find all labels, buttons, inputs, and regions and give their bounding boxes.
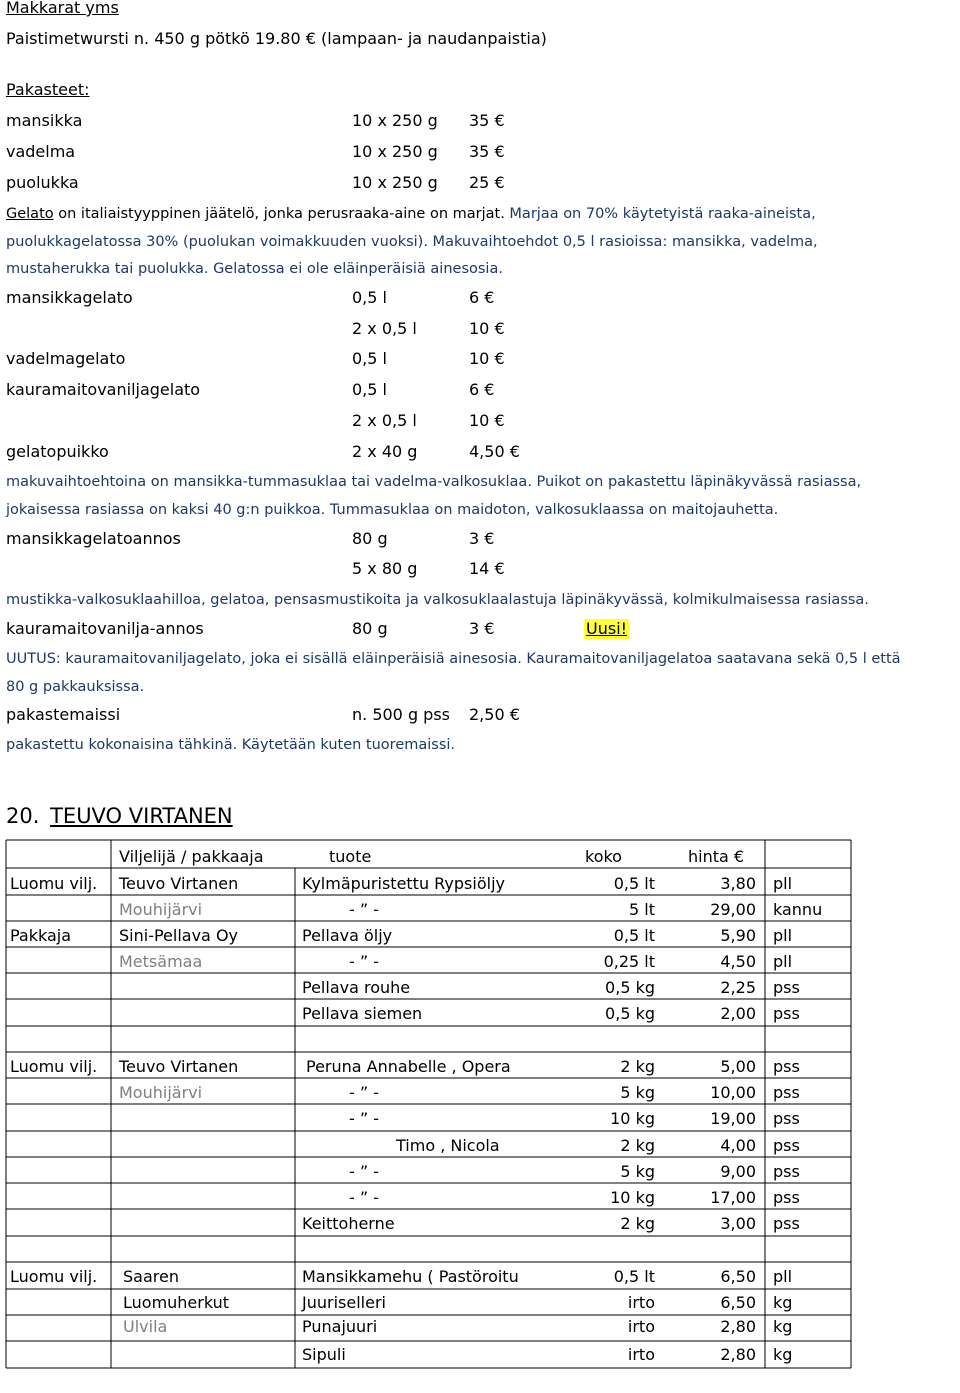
kaura-annos-size: 80 g: [352, 619, 388, 638]
table-cell-size: 0,5 lt: [613, 874, 655, 893]
header-grower: Viljelijä / pakkaaja: [119, 847, 264, 866]
list-item-size: 10 x 250 g: [352, 142, 438, 161]
table-cell-product: Punajuuri: [302, 1317, 378, 1336]
table-cell-product: Pellava öljy: [302, 926, 393, 945]
table-cell-unit: pll: [773, 926, 793, 945]
table-cell-size: irto: [627, 1345, 655, 1364]
table-cell-product: Juuriselleri: [302, 1293, 386, 1312]
table-cell-price: 10,00: [710, 1083, 756, 1102]
list-item-size: 10 x 250 g: [352, 173, 438, 192]
table-cell-price: 9,00: [720, 1162, 756, 1181]
table-cell-product: - ” -: [349, 1188, 380, 1207]
list-item-price: 6 €: [469, 288, 495, 307]
table-cell-product: Peruna Annabelle , Opera: [306, 1057, 511, 1076]
pakasteet-heading: Pakasteet:: [6, 80, 90, 99]
list-item-price: 35 €: [469, 111, 505, 130]
table-cell-size: 10 kg: [610, 1188, 655, 1207]
table-cell-size: 0,25 lt: [603, 952, 655, 971]
pakastemaissi-size: n. 500 g pss: [352, 705, 451, 724]
table-cell-grower: Sini-Pellava Oy: [119, 926, 238, 945]
gelato-percent-text: Marjaa on 70% käytetyistä raaka-aineista,: [504, 206, 816, 222]
table-cell-grower: Mouhijärvi: [119, 900, 203, 919]
table-cell-grower: Metsämaa: [119, 952, 203, 971]
table-cell-type: Luomu vilj.: [10, 1267, 98, 1286]
puikko-description-line-1: makuvaihtoehtoina on mansikka-tummasuklaa tai vadelma-valkosuklaa. Puikot on pakastettu läpinäkyvässä rasiassa,: [6, 474, 862, 490]
table-cell-unit: pll: [773, 874, 793, 893]
header-size: koko: [585, 847, 622, 866]
table-cell-unit: pss: [773, 1057, 800, 1076]
list-item-price: 35 €: [469, 142, 505, 161]
table-cell-price: 6,50: [720, 1267, 756, 1286]
table-cell-grower: Mouhijärvi: [119, 1083, 203, 1102]
table-cell-unit: pss: [773, 1136, 800, 1155]
table-cell-size: 2 kg: [620, 1214, 655, 1233]
table-cell-size: 2 kg: [620, 1057, 655, 1076]
table-cell-price: 29,00: [710, 900, 756, 919]
list-item-price: 6 €: [469, 380, 495, 399]
list-item-price: 25 €: [469, 173, 505, 192]
table-cell-size: 5 kg: [620, 1083, 655, 1102]
table-cell-grower: Saaren: [123, 1267, 179, 1286]
table-cell-unit: pss: [773, 1083, 800, 1102]
pakastemaissi-name: pakastemaissi: [6, 705, 121, 724]
table-cell-price: 2,80: [720, 1317, 756, 1336]
table-cell-price: 2,80: [720, 1345, 756, 1364]
new-badge: Uusi!: [586, 619, 628, 638]
table-cell-price: 3,80: [720, 874, 756, 893]
kaura-annos-name: kauramaitovanilja-annos: [6, 619, 204, 638]
table-cell-price: 2,00: [720, 1004, 756, 1023]
table-cell-product: - ” -: [349, 1109, 380, 1128]
table-cell-size: 10 kg: [610, 1109, 655, 1128]
table-cell-price: 19,00: [710, 1109, 756, 1128]
table-cell-unit: kg: [773, 1345, 793, 1364]
table-cell-unit: pss: [773, 978, 800, 997]
table-cell-size: 5 lt: [629, 900, 655, 919]
gelato-intro: on italiaistyyppinen jäätelö, jonka perusraaka-aine on marjat.: [53, 206, 505, 222]
table-cell-grower: Ulvila: [123, 1317, 168, 1336]
table-cell-grower: Luomuherkut: [123, 1293, 230, 1312]
list-item-name: mansikkagelatoannos: [6, 529, 181, 548]
table-cell-price: 6,50: [720, 1293, 756, 1312]
list-item-size: 0,5 l: [352, 349, 387, 368]
maissi-description: pakastettu kokonaisina tähkinä. Käytetään kuten tuoremaissi.: [6, 737, 456, 753]
table-cell-product: - ” -: [349, 952, 380, 971]
list-item-size: 0,5 l: [352, 288, 387, 307]
uutus-description-line-2: 80 g pakkauksissa.: [6, 679, 145, 695]
list-item-name: kauramaitovaniljagelato: [6, 380, 201, 399]
list-item-size: 5 x 80 g: [352, 559, 418, 578]
gelato-link[interactable]: Gelato: [6, 206, 54, 222]
vendor-number: 20.: [6, 804, 40, 828]
list-item-size: 10 x 250 g: [352, 111, 438, 130]
list-item-price: 3 €: [469, 529, 495, 548]
table-cell-type: Luomu vilj.: [10, 874, 98, 893]
table-cell-price: 3,00: [720, 1214, 756, 1233]
annos-description: mustikka-valkosuklaahilloa, gelatoa, pensasmustikoita ja valkosuklaalastuja läpinäkyvässä, kolmikulmaisessa rasiassa.: [6, 592, 869, 608]
list-item-price: 4,50 €: [469, 442, 520, 461]
paistimetwursti-line: Paistimetwursti n. 450 g pötkö 19.80 € (lampaan- ja naudanpaistia): [6, 29, 547, 48]
kaura-annos-price: 3 €: [469, 619, 495, 638]
table-cell-product: Timo , Nicola: [396, 1136, 500, 1155]
table-cell-size: 2 kg: [620, 1136, 655, 1155]
table-cell-product: Kylmäpuristettu Rypsiöljy: [302, 874, 505, 893]
table-cell-unit: pss: [773, 1004, 800, 1023]
table-cell-product: Pellava siemen: [302, 1004, 423, 1023]
table-cell-product: Sipuli: [302, 1345, 346, 1364]
table-cell-unit: kg: [773, 1317, 793, 1336]
list-item-name: vadelmagelato: [6, 349, 126, 368]
pakastemaissi-price: 2,50 €: [469, 705, 520, 724]
table-cell-product: - ” -: [349, 1083, 380, 1102]
table-cell-unit: pll: [773, 1267, 793, 1286]
table-cell-unit: pss: [773, 1214, 800, 1233]
list-item-size: 2 x 40 g: [352, 442, 418, 461]
list-item-size: 0,5 l: [352, 380, 387, 399]
table-cell-size: 0,5 lt: [613, 1267, 655, 1286]
table-cell-price: 5,00: [720, 1057, 756, 1076]
list-item-name: vadelma: [6, 142, 76, 161]
table-cell-price: 17,00: [710, 1188, 756, 1207]
gelato-description-line-3: mustaherukka tai puolukka. Gelatossa ei ole eläinperäisiä ainesosia.: [6, 261, 503, 277]
table-cell-product: - ” -: [349, 900, 380, 919]
table-cell-size: irto: [627, 1317, 655, 1336]
table-cell-product: - ” -: [349, 1162, 380, 1181]
table-cell-unit: pss: [773, 1162, 800, 1181]
vendor-name: TEUVO VIRTANEN: [50, 804, 233, 828]
table-cell-size: 5 kg: [620, 1162, 655, 1181]
table-cell-size: 0,5 lt: [613, 926, 655, 945]
list-item-size: 2 x 0,5 l: [352, 411, 417, 430]
table-cell-product: Mansikkamehu ( Pastöroitu: [302, 1267, 519, 1286]
table-cell-type: Luomu vilj.: [10, 1057, 98, 1076]
gelato-description-line-2: puolukkagelatossa 30% (puolukan voimakkuuden vuoksi). Makuvaihtoehdot 0,5 l rasioissa: mansikka, vadelma,: [6, 234, 818, 250]
list-item-price: 10 €: [469, 411, 505, 430]
list-item-price: 14 €: [469, 559, 505, 578]
table-cell-unit: kannu: [773, 900, 823, 919]
list-item-name: puolukka: [6, 173, 79, 192]
table-cell-unit: pss: [773, 1188, 800, 1207]
list-item-price: 10 €: [469, 319, 505, 338]
list-item-name: mansikkagelato: [6, 288, 133, 307]
table-cell-grower: Teuvo Virtanen: [119, 1057, 239, 1076]
list-item-size: 2 x 0,5 l: [352, 319, 417, 338]
table-cell-unit: pll: [773, 952, 793, 971]
header-product: tuote: [329, 847, 372, 866]
header-price: hinta €: [688, 847, 745, 866]
list-item-price: 10 €: [469, 349, 505, 368]
table-cell-size: irto: [627, 1293, 655, 1312]
table-cell-price: 2,25: [720, 978, 756, 997]
list-item-name: gelatopuikko: [6, 442, 109, 461]
section-title-makkarat: Makkarat yms: [6, 0, 119, 17]
table-cell-type: Pakkaja: [10, 926, 72, 945]
puikko-description-line-2: jokaisessa rasiassa on kaksi 40 g:n puikkoa. Tummasuklaa on maidoton, valkosuklaassa on maitojauhetta.: [6, 502, 779, 518]
table-cell-price: 5,90: [720, 926, 756, 945]
list-item-name: mansikka: [6, 111, 83, 130]
table-cell-size: 0,5 kg: [605, 978, 655, 997]
table-cell-product: Pellava rouhe: [302, 978, 411, 997]
table-cell-unit: kg: [773, 1293, 793, 1312]
table-cell-price: 4,00: [720, 1136, 756, 1155]
table-cell-price: 4,50: [720, 952, 756, 971]
list-item-size: 80 g: [352, 529, 388, 548]
table-cell-unit: pss: [773, 1109, 800, 1128]
uutus-description-line-1: UUTUS: kauramaitovaniljagelato, joka ei sisällä eläinperäisiä ainesosia. Kauramaitovaniljagelatoa saatavana sekä 0,5 l että: [6, 651, 901, 667]
table-cell-product: Keittoherne: [302, 1214, 395, 1233]
table-cell-grower: Teuvo Virtanen: [119, 874, 239, 893]
table-cell-size: 0,5 kg: [605, 1004, 655, 1023]
